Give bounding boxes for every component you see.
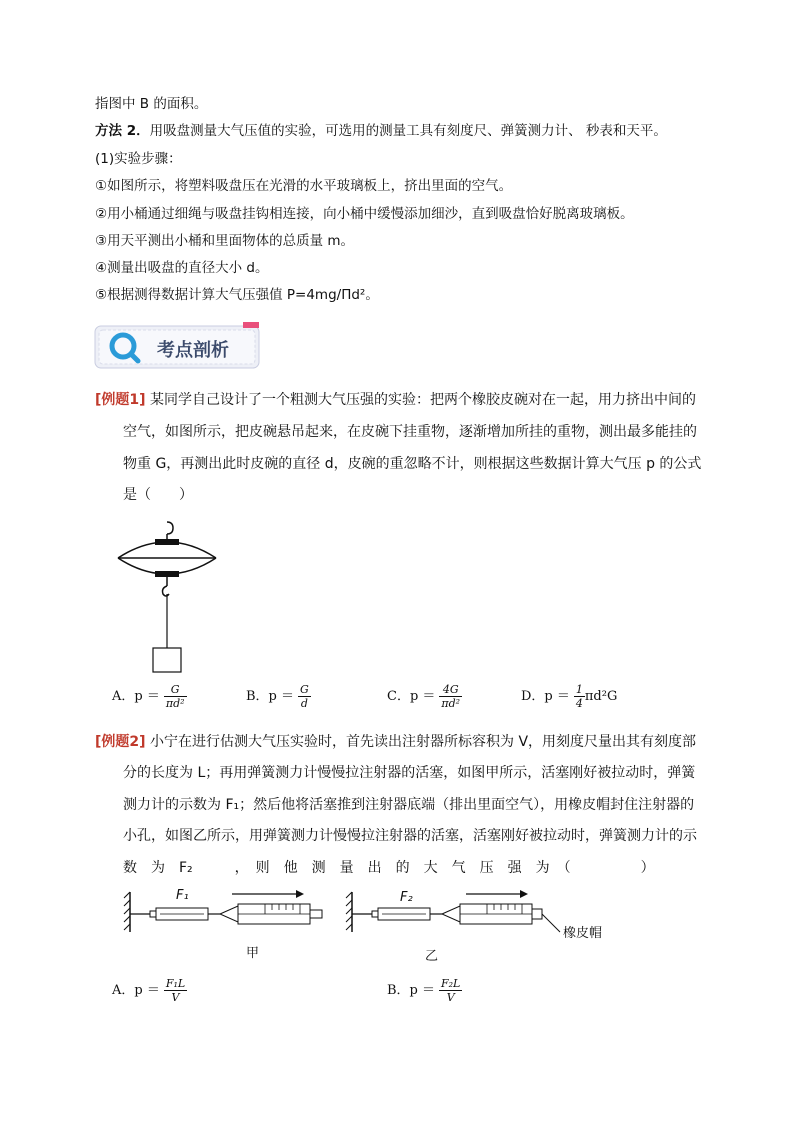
method2-line (95, 122, 667, 140)
step-2: ②用小桶通过细绳与吸盘挂钩相连接，向小桶中缓慢添加细沙，直到吸盘恰好脱离玻璃板。 (95, 206, 634, 222)
label-f2: F₂ (400, 890, 413, 905)
section-banner (93, 322, 263, 372)
option-a-denominator: V (171, 991, 180, 1004)
label-rubber-cap: 橡皮帽 (563, 926, 603, 941)
option-d-prefix: D．p ＝ (521, 689, 570, 704)
example2-line3: 测力计的示数为 F₁；然后他将活塞推到注射器底端（排出里面空气），用橡皮帽封住注射器的 (123, 797, 695, 813)
step-5: ⑤根据测得数据计算大气压强值 P=4mg/Πd²。 (95, 287, 379, 303)
option-b[interactable] (246, 683, 311, 710)
example1-line3: 物重 G，再测出此时皮碗的直径 d，皮碗的重忽略不计，则根据这些数据计算大气压 p 的公式 (123, 456, 702, 472)
option-b-fraction (298, 683, 311, 710)
step-4: ④测量出吸盘的直径大小 d。 (95, 260, 269, 276)
option-d-fraction (574, 683, 585, 710)
option-b-fraction (439, 977, 462, 1004)
option-a[interactable] (112, 977, 187, 1004)
label-yi: 乙 (425, 949, 439, 964)
text-line: (1)实验步骤： (95, 151, 182, 167)
syringe-figure-jia (124, 890, 322, 932)
option-a-denominator: πd² (165, 697, 185, 710)
option-b-prefix: B．p ＝ (387, 983, 436, 998)
example2-tag: [例题2] (95, 734, 146, 750)
syringe-figures (120, 884, 620, 944)
option-a-numerator: G (164, 683, 187, 697)
text-line: 指图中 B 的面积。 (95, 96, 208, 112)
example2-line5: 数 为 F₂ ， 则 他 测 量 出 的 大 气 压 强 为 （ ） (123, 860, 655, 876)
option-b[interactable] (387, 977, 462, 1004)
label-jia: 甲 (246, 946, 260, 961)
example1-line1 (95, 390, 696, 410)
option-a[interactable] (112, 683, 187, 710)
option-a-fraction (164, 683, 187, 710)
option-d-denominator: 4 (575, 697, 583, 710)
option-c-fraction (439, 683, 462, 710)
example2-line1 (95, 732, 696, 752)
example1-tag: [例题1] (95, 392, 146, 408)
step-3: ③用天平测出小桶和里面物体的总质量 m。 (95, 233, 355, 249)
option-b-numerator: G (300, 683, 309, 696)
option-c-denominator: πd² (441, 697, 461, 710)
option-a-prefix: A．p ＝ (112, 689, 160, 704)
example2-line4: 小孔，如图乙所示，用弹簧测力计慢慢拉注射器的活塞，活塞刚好被拉动时，弹簧测力计的示 (123, 828, 697, 844)
option-d[interactable] (521, 683, 617, 710)
option-d-numerator: 1 (575, 683, 583, 696)
example2-text1: 小宁在进行估测大气压实验时，首先读出注射器所标容积为 V，用刻度尺量出其有刻度部 (150, 734, 697, 750)
option-b-denominator: d (300, 697, 308, 710)
option-c[interactable] (387, 683, 462, 710)
option-a-prefix: A．p ＝ (112, 983, 160, 998)
option-b-numerator: F₂L (441, 977, 461, 990)
option-a-fraction (164, 977, 187, 1004)
label-f1: F₁ (176, 888, 189, 903)
option-c-prefix: C．p ＝ (387, 689, 436, 704)
option-d-suffix: πd²G (584, 689, 618, 704)
syringe-figure-yi (346, 890, 560, 932)
option-b-prefix: B．p ＝ (246, 689, 295, 704)
step-1: ①如图所示，将塑料吸盘压在光滑的水平玻璃板上，挤出里面的空气。 (95, 178, 513, 194)
option-b-denominator: V (446, 991, 455, 1004)
method2-text: 用吸盘测量大气压值的实验，可选用的测量工具有刻度尺、弹簧测力计、 秒表和天平。 (149, 123, 667, 139)
banner-title: 考点剖析 (157, 340, 229, 361)
suction-bowl-figure (112, 516, 222, 676)
example2-line2: 分的长度为 L；再用弹簧测力计慢慢拉注射器的活塞，如图甲所示，活塞刚好被拉动时，弹簧 (123, 765, 696, 781)
example1-text1: 某同学自己设计了一个粗测大气压强的实验：把两个橡胶皮碗对在一起，用力挤出中间的 (150, 392, 696, 408)
example1-line4: 是（ ） (123, 487, 193, 503)
method2-label: 方法 2． (95, 123, 150, 139)
option-c-numerator: 4G (439, 683, 462, 697)
option-a-numerator: F₁L (165, 977, 186, 990)
example1-line2: 空气，如图所示，把皮碗悬吊起来，在皮碗下挂重物，逐渐增加所挂的重物，测出最多能挂的 (123, 424, 697, 440)
